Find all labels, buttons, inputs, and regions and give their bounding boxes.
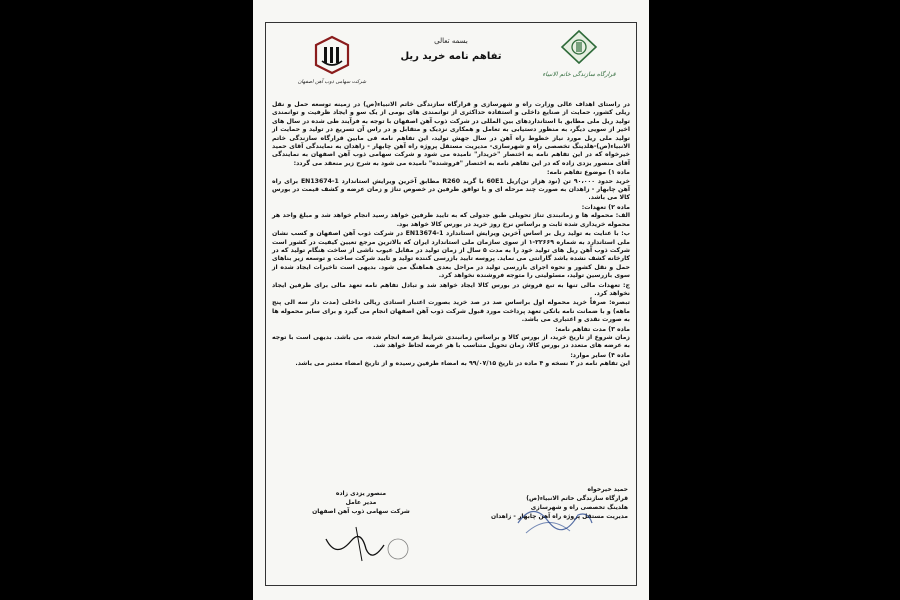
khatam-emblem-icon [559,29,599,65]
document-frame [265,22,637,586]
seller-role: مدیر عامل [345,499,377,506]
right-org-name: قرارگاه سازندگی خاتم الانبیاء [542,71,616,78]
article-paragraph: ب: با عنایت به تولید ریل بر اساس آخرین ویرایش استاندارد EN13674-1 در شرکت ذوب آهن اصفهان و کسب نشان ملی استاندارد به شماره ۲۲۶۶۹-۱ از سوی سازمان ملی استاندارد ایران که بالاترین مرجع تعیین کیفیت در کشور است شرکت ذوب آهن ریل های تولید خود را به مدت ۵ سال از زمان تولید در مقابل عیوب ناشی از ساخت هنگام تولید که در کارخانه کشف نشده باشد گارانتی می نماید. پروسه تایید بازرسی کننده تولید و تایید شرکت ساخت و توسعه زیر بناهای حمل و نقل کشور و نحوه اجرای بازرسی تولید در مراحل بعدی هماهنگ می شود. بدیهی است تاخیرات ایجاد شده از سوی بازرسین تولید، مسئولیتی را متوجه فروشنده نخواهد کرد. [272,230,630,280]
document-page [253,0,649,600]
signature-block [266,485,636,585]
document-body [272,101,630,370]
khatam-alanbiya-logo [534,29,624,91]
article-paragraph: خرید حدود ۹۰،۰۰۰ تن (نود هزار تن)ریل 60E1 با گرید R260 مطابق آخرین ویرایش استاندارد EN13674-1 برای راه آهن چابهار - زاهدان به صورت چند مرحله ای و با توافق طرفین در خصوص تناژ و زمان عرضه و کشف قیمت در بورس کالا می باشد. [272,177,630,202]
buyer-signature [488,485,628,521]
article-4 [272,352,630,369]
intro-paragraph: در راستای اهداف عالی وزارت راه و شهرسازی و قرارگاه سازندگی خاتم الانبیاء(ص) در زمینه توسعه حمل و نقل ریلی کشور، حمایت از صنایع داخلی و استفاده حداکثری از توانمندی های بومی از یک سو و ایجاد ظرفیت و توانمندی تولید ریل ملی مطابق با استانداردهای بین المللی در شرکت ذوب آهن اصفهان با توجه به فرآیند طی شده در سال های اخیر از سویی دیگر، به منظور دستیابی به تعامل و همکاری نزدیک و متقابل و در راس آن تسریع در تولید و حمایت از تولید ملی ریل مورد نیاز خطوط راه آهن در سال جهش تولید، این تفاهم نامه فی مابین قرارگاه سازندگی خاتم الانبیاء(ص)-هلدینگ تخصصی راه و شهرسازی- مدیریت مستقل پروژه راه آهن چابهار - زاهدان به نمایندگی آقای حمید خیرخواه که در این تفاهم نامه به اختصار "خریدار" نامیده می شود و شرکت سهامی ذوب آهن اصفهان به نمایندگی آقای منصور یزدی زاده که در این تفاهم نامه به اختصار "فروشنده" نامیده می شود به شرح زیر منعقد می گردد: [272,101,630,167]
article-paragraph: الف: محموله ها و زمانبندی تناژ تحویلی طبق جدولی که به تایید طرفین خواهد رسید انجام خواهد شد و مبلغ واحد هر محموله خریداری شده ثابت و براساس نرخ روز خرید در بورس کالا خواهد بود. [272,212,630,228]
esfahan-steel-logo [274,33,384,91]
article-paragraph: این تفاهم نامه در ۲ نسخه و ۴ ماده در تاریخ ۹۹/۰۷/۱۵ به امضاء طرفین رسیده و از تاریخ امضاء معتبر می باشد. [295,360,630,368]
buyer-line-3: مدیریت مستقل پروژه راه آهن چابهار - زاهدان [490,513,628,520]
article-2 [272,204,630,325]
article-paragraph: ج: تعهدات مالی تنها به تبع فروش در بورس کالا ایجاد خواهد شد و تبادل تفاهم نامه تعهد مالی برای طرفین ایجاد نخواهد کرد. [272,281,630,297]
buyer-line-1: قرارگاه سازندگی خاتم الانبیاء(ص) [526,495,628,502]
article-paragraph: زمان شروع از تاریخ خرید، از بورس کالا و براساس زمانبندی شرایط عرضه انجام شده، می باشد. بدیهی است با توجه به عرضه های متعدد در بورس کالا، زمان تحویل متناسب با هر عرضه لحاظ خواهد شد. [272,333,630,350]
article-heading: ماده ۴) سایر موارد: [570,351,630,359]
bismillah-text: بسمه تعالی [434,37,468,45]
article-3 [272,326,630,351]
article-heading: ماده ۲) تعهدات: [581,203,630,211]
left-org-name: شرکت سهامی ذوب آهن اصفهان [297,79,367,85]
article-heading: ماده ۱) موضوع تفاهم نامه: [547,169,630,177]
seller-signature-scribble-icon [306,519,416,569]
seller-name: منصور یزدی زاده [335,490,387,497]
seller-org: شرکت سهامی ذوب آهن اصفهان [312,508,410,515]
article-note: تبصره: صرفاً خرید محموله اول براساس صد در صد خرید بصورت اعتبار اسنادی ریالی داخلی (مدت دار سه الی پنج ماهه) و با ضمانت نامه بانکی تعهد پرداخت مورد قبول شرکت ذوب آهن اصفهان انجام می گیرد و برای سایر محموله ها به صورت نقدی و اعتباری می باشد. [272,299,630,324]
article-heading: ماده ۳) مدت تفاهم نامه: [555,325,630,333]
document-title: تفاهم نامه خرید ریل [400,51,502,62]
buyer-stamp-signature-icon [508,493,598,543]
document-header [266,23,636,97]
seller-signature [306,489,416,516]
buyer-name: حمید خیرخواه [587,486,628,493]
article-1 [272,169,630,203]
buyer-line-2: هلدینگ تخصصی راه و شهرسازی [530,504,628,511]
